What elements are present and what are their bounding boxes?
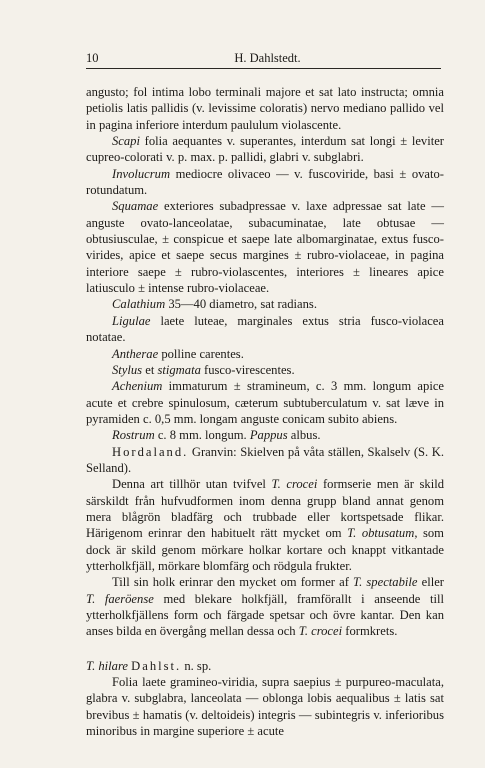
paragraph: Ligulae laete luteae, marginales extus stria fusco-violacea notatae. [86, 313, 444, 345]
paragraph: Till sin holk erinrar den mycket om former af T. spectabile eller T. faeröense med blekare holkfjäll, framförallt i anseende till ytterholkfjällens form och färgade spetsar och övre kantar. Den kan anses bilda en övergång mellan dessa och T. crocei formkrets. [86, 575, 444, 639]
locality-paragraph: Hordaland. Granvin: Skielven på våta ställen, Skalselv (S. K. Selland). [86, 444, 444, 475]
page-number: 10 [86, 51, 99, 65]
paragraph: angusto; fol intima lobo terminali majore et sat lato instructa; omnia petiolis latis pallidis (v. levissime coloratis) nervo mediano pallido vel in pagina inferiore interdum paululum violascente. [86, 85, 444, 132]
species-heading: T. hilare Dahlst. n. sp. [86, 658, 212, 673]
paragraph: Squamae exteriores subadpressae v. laxe adpressae sat late — anguste ovato-lanceolatae, subacuminatae, late obtusae — obtusiusculae, ± conspicue et saepe late albomarginatae, extus fusco-virides, apice et saepe secus margines ± rubro-violaceae, in pagina interiore saepe ± rubro-violascentes, interiores ± lineares apice latiusculo ± intense rubro-violaceae. [86, 199, 444, 296]
paragraph: Involucrum mediocre olivaceo — v. fuscoviride, basi ± ovato-rotundatum. [86, 166, 444, 198]
paragraph: Calathium 35—40 diametro, sat radians. [112, 297, 317, 312]
paragraph: Folia laete gramineo-viridia, supra saepius ± purpureo-maculata, glabra v. subglabra, lanceolata — oblonga lobis aequalibus ± latis sat brevibus ± hamatis (v. deltoideis) integris — subintegris v. inferioribus minoribus in margine superiore ± acute [86, 675, 444, 739]
page-body [86, 84, 444, 739]
paragraph: Achenium immaturum ± stramineum, c. 3 mm. longum apice acute et crebre spinulosum, cæterum subtuberculatum v. sat læve in pyramiden c. 0,5 mm. longam anguste conicam subito abiens. [86, 379, 444, 426]
page-header [86, 50, 441, 69]
running-title: H. Dahlstedt. [234, 51, 301, 65]
paragraph: Denna art tillhör utan tvifvel T. crocei formserie men är skild särskildt från hufvudformen inom denna grupp bland annat genom mera blågrön bladfärg och trubbade eller kortspetsade flikar. Härigenom erinrar den habituelt rätt mycket om T. obtusatum, som dock är skild genom mörkare holkar kortare och knappt vitkantade ytterholkfjäll, mörkare blomfärg och rödgula frukter. [86, 477, 444, 573]
paragraph: Rostrum c. 8 mm. longum. Pappus albus. [112, 428, 321, 443]
paragraph: Antherae polline carentes. [112, 346, 244, 361]
paragraph: Scapi folia aequantes v. superantes, interdum sat longi ± leviter cupreo-colorati v. p. max. p. pallidi, glabri v. subglabri. [86, 134, 444, 165]
paragraph: Stylus et stigmata fusco-virescentes. [112, 362, 295, 377]
